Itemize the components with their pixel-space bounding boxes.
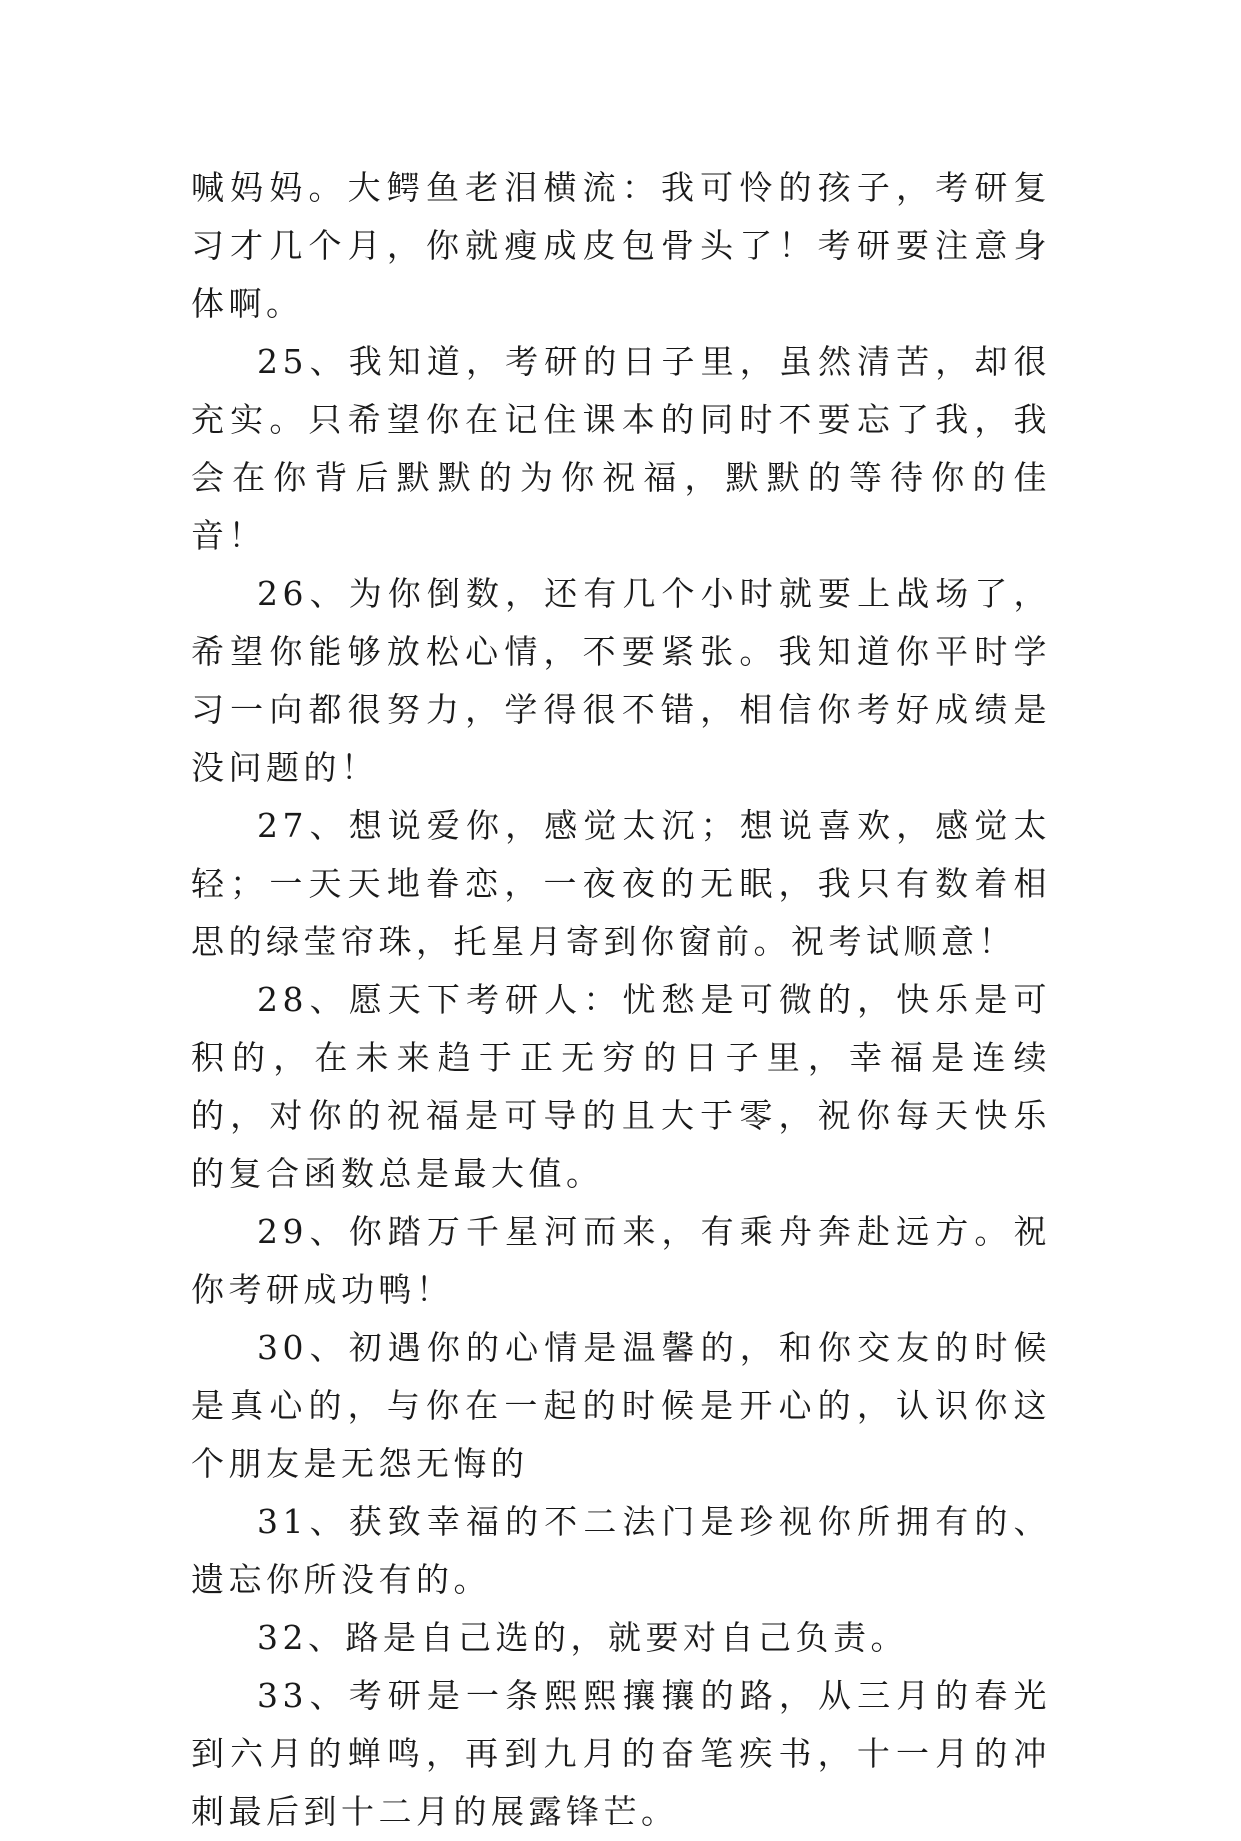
paragraph-29: 29、你踏万千星河而来，有乘舟奔赴远方。祝你考研成功鸭！ [191,1212,1051,1309]
paragraph-33: 33、考研是一条熙熙攘攘的路，从三月的春光到六月的蝉鸣，再到九月的奋笔疾书，十一月的冲刺最后到十二月的展露锋芒。 [191,1676,1051,1831]
paragraph-26: 26、为你倒数，还有几个小时就要上战场了，希望你能够放松心情，不要紧张。我知道你平时学习一向都很努力，学得很不错，相信你考好成绩是没问题的！ [191,574,1051,787]
paragraph-32: 32、路是自己选的，就要对自己负责。 [257,1618,908,1657]
document-body [191,159,1051,1841]
paragraph-31: 31、获致幸福的不二法门是珍视你所拥有的、遗忘你所没有的。 [191,1502,1051,1599]
paragraph-28: 28、愿天下考研人：忧愁是可微的，快乐是可积的，在未来趋于正无穷的日子里，幸福是连续的，对你的祝福是可导的且大于零，祝你每天快乐的复合函数总是最大值。 [191,980,1051,1193]
paragraph-30: 30、初遇你的心情是温馨的，和你交友的时候是真心的，与你在一起的时候是开心的，认识你这个朋友是无怨无悔的 [191,1328,1051,1483]
paragraph-25: 25、我知道，考研的日子里，虽然清苦，却很充实。只希望你在记住课本的同时不要忘了我，我会在你背后默默的为你祝福，默默的等待你的佳音！ [191,342,1051,555]
paragraph-27: 27、想说爱你，感觉太沉；想说喜欢，感觉太轻；一天天地眷恋，一夜夜的无眠，我只有数着相思的绿莹帘珠，托星月寄到你窗前。祝考试顺意！ [191,806,1051,961]
paragraph-continuation: 喊妈妈。大鳄鱼老泪横流：我可怜的孩子，考研复习才几个月，你就瘦成皮包骨头了！考研要注意身体啊。 [191,168,1051,323]
